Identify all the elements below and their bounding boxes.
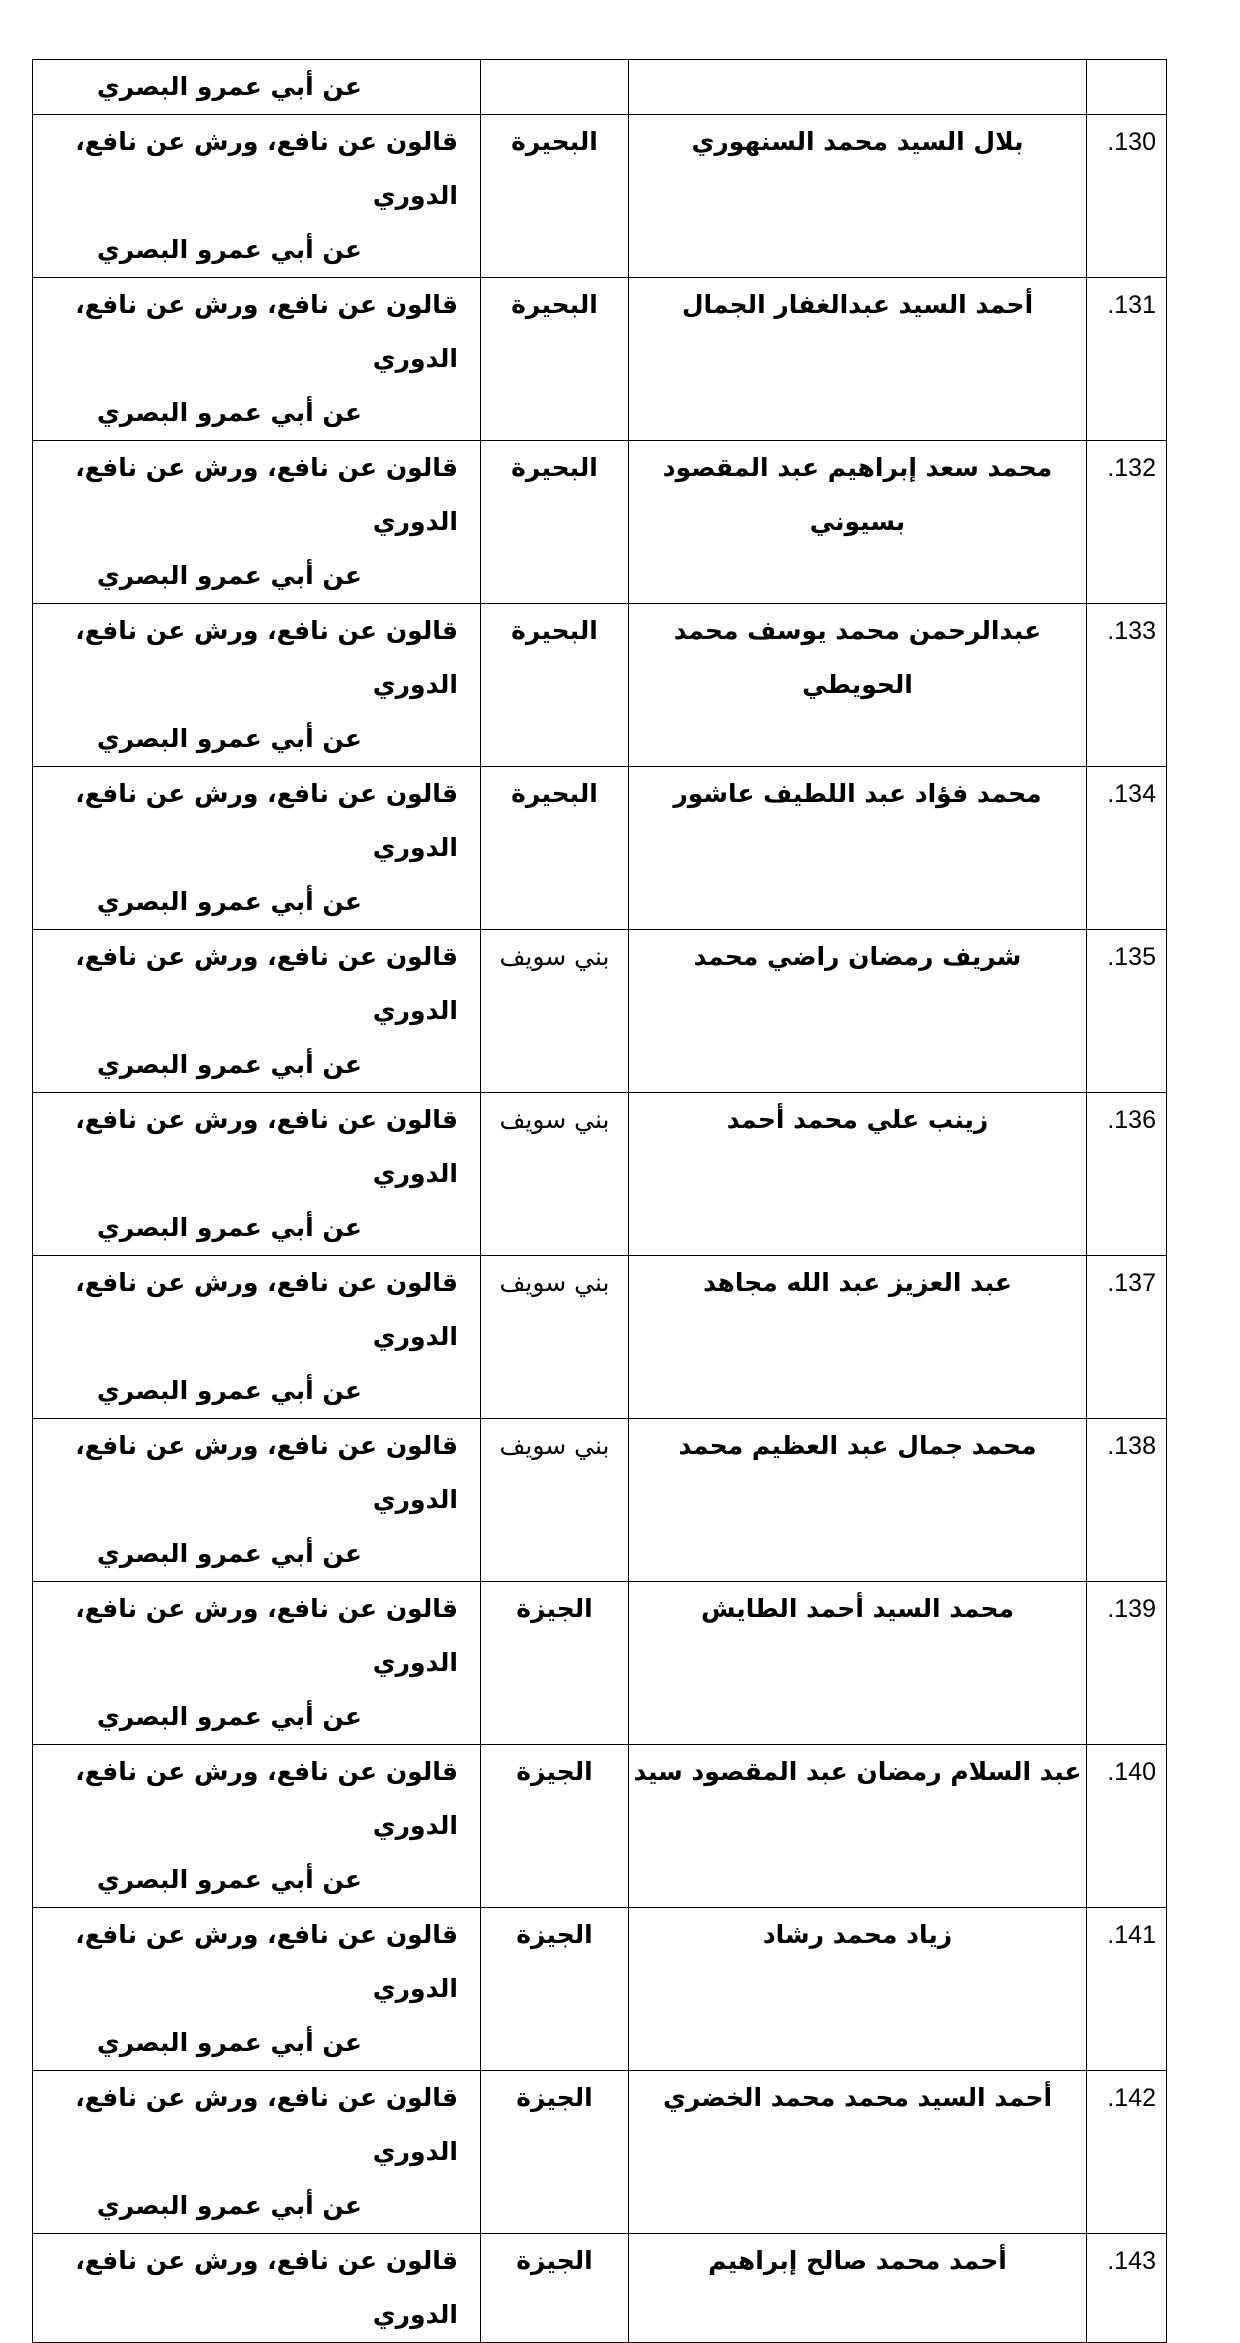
- readings-cell: [33, 930, 481, 1093]
- readings-cell: [33, 1745, 481, 1908]
- governorate-cell: الجيزة: [481, 2071, 629, 2234]
- readings-line-1: قالون عن نافع، ورش عن نافع، الدوري: [75, 2246, 458, 2329]
- name-cell: أحمد السيد عبدالغفار الجمال: [629, 278, 1087, 441]
- name-cell: محمد فؤاد عبد اللطيف عاشور: [629, 767, 1087, 930]
- table-row: [33, 278, 1167, 441]
- readings-line-1: قالون عن نافع، ورش عن نافع، الدوري: [75, 779, 458, 862]
- readings-line-2: عن أبي عمرو البصري: [96, 724, 362, 753]
- number-cell: .143: [1087, 2234, 1167, 2343]
- reciters-table: [32, 59, 1167, 2343]
- governorate-cell: بني سويف: [481, 1093, 629, 1256]
- readings-cell: [33, 1093, 481, 1256]
- governorate-cell: بني سويف: [481, 1256, 629, 1419]
- readings-line-2: عن أبي عمرو البصري: [96, 1376, 362, 1405]
- table-row: [33, 115, 1167, 278]
- name-cell: بلال السيد محمد السنهوري: [629, 115, 1087, 278]
- governorate-cell: البحيرة: [481, 441, 629, 604]
- readings-cell: [33, 1256, 481, 1419]
- readings-line-1: قالون عن نافع، ورش عن نافع، الدوري: [75, 127, 458, 210]
- name-cell: عبدالرحمن محمد يوسف محمد الحويطي: [629, 604, 1087, 767]
- governorate-cell: الجيزة: [481, 2234, 629, 2343]
- table-row: [33, 1419, 1167, 1582]
- table-row: [33, 767, 1167, 930]
- name-cell: [629, 60, 1087, 115]
- readings-line-1: قالون عن نافع، ورش عن نافع، الدوري: [75, 453, 458, 536]
- readings-cell: [33, 1419, 481, 1582]
- table-row: [33, 441, 1167, 604]
- name-cell: شريف رمضان راضي محمد: [629, 930, 1087, 1093]
- readings-cell: [33, 60, 481, 115]
- readings-line-2: عن أبي عمرو البصري: [96, 235, 362, 264]
- table-row: [33, 2234, 1167, 2343]
- governorate-cell: الجيزة: [481, 1582, 629, 1745]
- number-cell: .131: [1087, 278, 1167, 441]
- table-row: [33, 1908, 1167, 2071]
- table-row: [33, 2071, 1167, 2234]
- number-cell: .135: [1087, 930, 1167, 1093]
- table-row: [33, 930, 1167, 1093]
- readings-line-2: عن أبي عمرو البصري: [96, 398, 362, 427]
- readings-line-1: قالون عن نافع، ورش عن نافع، الدوري: [75, 2083, 458, 2166]
- readings-line-2: عن أبي عمرو البصري: [96, 1050, 362, 1079]
- readings-line-1: قالون عن نافع، ورش عن نافع، الدوري: [75, 1105, 458, 1188]
- table-row: [33, 1256, 1167, 1419]
- readings-line-2: عن أبي عمرو البصري: [96, 1865, 362, 1894]
- governorate-cell: الجيزة: [481, 1908, 629, 2071]
- number-cell: .132: [1087, 441, 1167, 604]
- readings-cell: [33, 2234, 481, 2343]
- number-cell: .133: [1087, 604, 1167, 767]
- number-cell: .139: [1087, 1582, 1167, 1745]
- name-cell: محمد سعد إبراهيم عبد المقصود بسيوني: [629, 441, 1087, 604]
- readings-cell: [33, 1582, 481, 1745]
- number-cell: [1087, 60, 1167, 115]
- readings-cell: [33, 441, 481, 604]
- readings-cell: [33, 767, 481, 930]
- number-cell: .137: [1087, 1256, 1167, 1419]
- governorate-cell: البحيرة: [481, 767, 629, 930]
- governorate-cell: البحيرة: [481, 604, 629, 767]
- name-cell: زياد محمد رشاد: [629, 1908, 1087, 2071]
- number-cell: .136: [1087, 1093, 1167, 1256]
- number-cell: .142: [1087, 2071, 1167, 2234]
- readings-line-2: عن أبي عمرو البصري: [96, 561, 362, 590]
- name-cell: أحمد السيد محمد محمد الخضري: [629, 2071, 1087, 2234]
- readings-line-2: عن أبي عمرو البصري: [96, 887, 362, 916]
- readings-line-1: قالون عن نافع، ورش عن نافع، الدوري: [75, 1431, 458, 1514]
- table-row: [33, 1582, 1167, 1745]
- readings-line-2: عن أبي عمرو البصري: [96, 2028, 362, 2057]
- readings-line-1: قالون عن نافع، ورش عن نافع، الدوري: [75, 1920, 458, 2003]
- readings-line-2: عن أبي عمرو البصري: [96, 2191, 362, 2220]
- readings-line-2: عن أبي عمرو البصري: [96, 1539, 362, 1568]
- readings-cell: [33, 115, 481, 278]
- number-cell: .141: [1087, 1908, 1167, 2071]
- governorate-cell: [481, 60, 629, 115]
- readings-line-1: قالون عن نافع، ورش عن نافع، الدوري: [75, 1757, 458, 1840]
- readings-line-2: عن أبي عمرو البصري: [96, 72, 362, 101]
- readings-line-1: قالون عن نافع، ورش عن نافع، الدوري: [75, 290, 458, 373]
- table-row: [33, 1093, 1167, 1256]
- readings-line-2: عن أبي عمرو البصري: [96, 1702, 362, 1731]
- readings-line-1: قالون عن نافع، ورش عن نافع، الدوري: [75, 942, 458, 1025]
- governorate-cell: البحيرة: [481, 115, 629, 278]
- name-cell: محمد السيد أحمد الطايش: [629, 1582, 1087, 1745]
- name-cell: زينب علي محمد أحمد: [629, 1093, 1087, 1256]
- readings-cell: [33, 1908, 481, 2071]
- governorate-cell: بني سويف: [481, 1419, 629, 1582]
- readings-line-2: عن أبي عمرو البصري: [96, 1213, 362, 1242]
- readings-line-1: قالون عن نافع، ورش عن نافع، الدوري: [75, 616, 458, 699]
- readings-cell: [33, 2071, 481, 2234]
- number-cell: .138: [1087, 1419, 1167, 1582]
- governorate-cell: بني سويف: [481, 930, 629, 1093]
- name-cell: أحمد محمد صالح إبراهيم: [629, 2234, 1087, 2343]
- number-cell: .134: [1087, 767, 1167, 930]
- number-cell: .130: [1087, 115, 1167, 278]
- governorate-cell: الجيزة: [481, 1745, 629, 1908]
- name-cell: عبد العزيز عبد الله مجاهد: [629, 1256, 1087, 1419]
- governorate-cell: البحيرة: [481, 278, 629, 441]
- readings-line-1: قالون عن نافع، ورش عن نافع، الدوري: [75, 1594, 458, 1677]
- table-row-continued: [33, 60, 1167, 115]
- readings-cell: [33, 604, 481, 767]
- name-cell: عبد السلام رمضان عبد المقصود سيد: [629, 1745, 1087, 1908]
- table-row: [33, 604, 1167, 767]
- table-row: [33, 1745, 1167, 1908]
- readings-line-1: قالون عن نافع، ورش عن نافع، الدوري: [75, 1268, 458, 1351]
- readings-cell: [33, 278, 481, 441]
- name-cell: محمد جمال عبد العظيم محمد: [629, 1419, 1087, 1582]
- number-cell: .140: [1087, 1745, 1167, 1908]
